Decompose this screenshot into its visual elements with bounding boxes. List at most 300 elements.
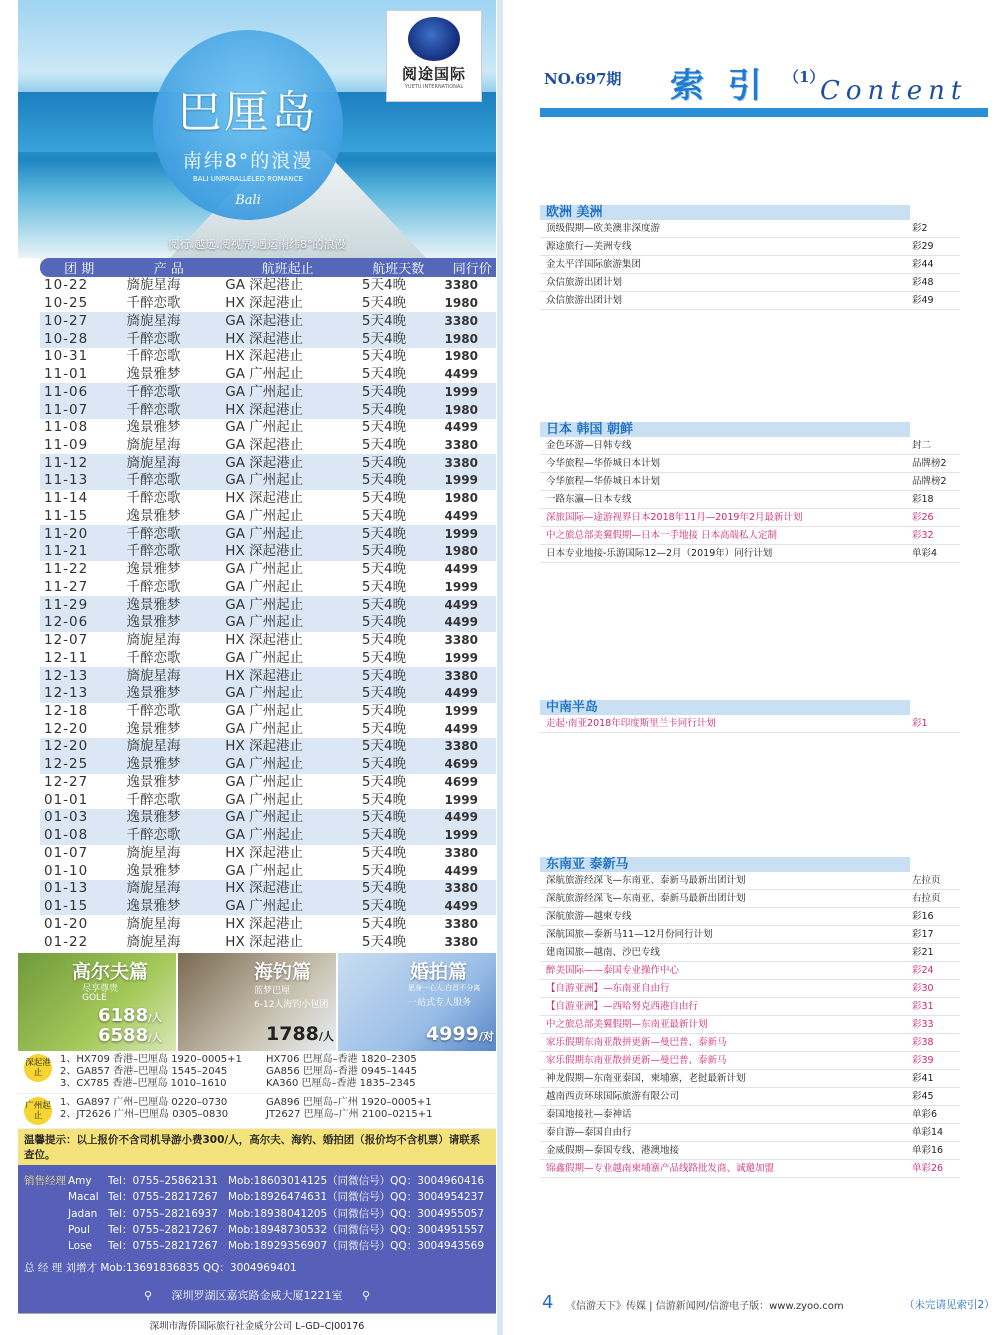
table-cell: 5天4晚 xyxy=(361,490,407,507)
table-cell: 4499 xyxy=(444,508,478,523)
table-cell: 旖旎星海 xyxy=(126,844,181,861)
table-cell: 逸景雅梦 xyxy=(118,756,219,774)
fishing-price: 1788/人 xyxy=(266,1022,334,1045)
table-header-0: 团 期 xyxy=(40,258,118,277)
table-cell: 4699 xyxy=(444,774,478,789)
table-cell: GA 广州起止 xyxy=(225,366,304,383)
table-cell: HX 深起港止 xyxy=(225,490,303,507)
table-cell: 12-06 xyxy=(40,614,118,632)
table-row xyxy=(40,685,496,703)
table-cell: 01-01 xyxy=(44,791,89,808)
table-row xyxy=(40,348,496,366)
page-spine xyxy=(497,0,503,1335)
table-cell: HX 深起港止 xyxy=(225,915,303,932)
departure-group-shenzhen xyxy=(18,1051,496,1094)
entry-page: 右拉页 xyxy=(912,893,941,904)
sales-name: Lose xyxy=(68,1240,93,1253)
table-cell: 4499 xyxy=(444,562,478,577)
entry-title: 深航旅游—越柬专线 xyxy=(546,911,632,922)
index-title: 索 引 xyxy=(670,66,768,106)
bali-banner xyxy=(18,0,496,258)
index-entry xyxy=(540,980,960,998)
table-cell: 逸景雅梦 xyxy=(118,685,219,703)
issue-number: NO.697期 xyxy=(544,70,622,88)
table-cell: 1980 xyxy=(444,349,478,364)
index-entry xyxy=(540,1106,960,1124)
table-cell: 旖旎星海 xyxy=(118,312,219,330)
index-entry xyxy=(540,256,960,274)
table-cell: 千醉恋歌 xyxy=(118,401,219,419)
section-indochina xyxy=(540,700,960,733)
table-cell: 1980 xyxy=(441,330,496,348)
entry-title: 【自游亚洲】—东南亚自由行 xyxy=(546,983,670,994)
table-cell: 4499 xyxy=(441,685,496,703)
table-cell: 5天4晚 xyxy=(356,525,441,543)
table-cell: 5天4晚 xyxy=(356,809,441,827)
table-cell: 4499 xyxy=(441,596,496,614)
logo-emblem-icon xyxy=(408,17,460,61)
flight-line: 2、JT2626 广州–巴厘岛 0305–0830 xyxy=(60,1108,229,1120)
entry-title: 深航旅游经深飞—东南亚、泰新马最新出团计划 xyxy=(546,875,746,886)
golf-sub2: GOLE xyxy=(82,992,107,1003)
entry-title: 家乐假期东南亚散拼更新—曼巴普、泰新马 xyxy=(546,1055,727,1066)
entry-page: 彩39 xyxy=(912,1055,934,1066)
table-cell: 3380 xyxy=(441,880,496,898)
index-title-en: Content xyxy=(820,76,968,106)
entry-page: 彩17 xyxy=(912,929,934,940)
table-cell: 5天4晚 xyxy=(361,702,407,719)
wedding-sub: 思身一心人,白首不分离 xyxy=(408,983,481,992)
table-cell: 5天4晚 xyxy=(356,330,441,348)
entry-page: 单彩4 xyxy=(912,548,938,559)
table-cell: 千醉恋歌 xyxy=(118,383,219,401)
table-cell: 1999 xyxy=(444,792,478,807)
table-row xyxy=(40,667,496,685)
table-cell: 4499 xyxy=(441,898,496,916)
entry-title: 【自游亚洲】—西哈努克西港自由行 xyxy=(546,1001,699,1012)
table-cell: 千醉恋歌 xyxy=(126,295,181,312)
entry-page: 彩48 xyxy=(912,277,934,288)
entry-title: 金色环游—日韩专线 xyxy=(546,440,632,451)
banner-title: 巴厘岛 xyxy=(177,87,319,138)
entry-title: 众信旅游出团计划 xyxy=(546,277,623,288)
index-number: （1） xyxy=(784,68,825,86)
index-entry xyxy=(540,238,960,256)
table-cell: 1999 xyxy=(441,472,496,490)
table-cell: 1980 xyxy=(441,543,496,561)
table-cell: 5天4晚 xyxy=(356,596,441,614)
entry-title: 一路东瀛—日本专线 xyxy=(546,494,632,505)
section-japan-korea xyxy=(540,422,960,563)
table-cell: 5天4晚 xyxy=(361,720,407,737)
index-entry xyxy=(540,715,960,733)
entry-page: 品牌榜2 xyxy=(912,458,947,469)
table-cell: HX 深起港止 xyxy=(225,933,303,950)
wedding-sub2: 一站式专人服务 xyxy=(408,997,472,1008)
flight-departures xyxy=(18,1051,496,1129)
entry-title: 中之旅总部美翼假期—东南亚最新计划 xyxy=(546,1019,708,1030)
table-cell: 4499 xyxy=(444,721,478,736)
index-entry xyxy=(540,437,960,455)
table-cell: 12-18 xyxy=(44,702,89,719)
table-cell: 5天4晚 xyxy=(361,295,407,312)
table-cell: 4499 xyxy=(444,420,478,435)
index-entry xyxy=(540,890,960,908)
table-cell: 1999 xyxy=(441,525,496,543)
departure-badge: 深起港止 xyxy=(24,1054,52,1082)
table-cell: 10-25 xyxy=(44,295,89,312)
index-entry xyxy=(540,1142,960,1160)
sales-mob: Mob:18929356907（同微信号）QQ：3004943569 xyxy=(228,1240,485,1253)
entry-page: 单彩26 xyxy=(912,1163,944,1174)
table-cell: 12-13 xyxy=(40,667,118,685)
wedding-price: 4999/对 xyxy=(426,1022,494,1045)
entry-page: 彩32 xyxy=(912,530,934,541)
table-cell: 逸景雅梦 xyxy=(126,507,181,524)
table-cell: 旖旎星海 xyxy=(118,454,219,472)
tour-schedule-table xyxy=(40,258,496,951)
entry-title: 今华旅程—华侨城日本计划 xyxy=(546,458,661,469)
table-cell: 5天4晚 xyxy=(356,880,441,898)
table-row xyxy=(40,419,496,437)
entry-title: 中之旅总部美翼假期—日本一手地接 日本高端私人定制 xyxy=(546,530,778,541)
table-cell: HX 深起港止 xyxy=(219,738,356,756)
entry-title: 神龙假期—东南亚泰国，柬埔寨，老挝最新计划 xyxy=(546,1073,746,1084)
entry-title: 今华旅程—华侨城日本计划 xyxy=(546,476,661,487)
table-cell: 5天4晚 xyxy=(361,773,407,790)
table-row xyxy=(40,508,496,526)
sales-tel: Tel：0755–28217267 xyxy=(108,1240,218,1253)
table-cell: 1999 xyxy=(444,650,478,665)
entry-page: 单彩14 xyxy=(912,1127,944,1138)
table-cell: HX 深起港止 xyxy=(225,844,303,861)
table-header-1: 产 品 xyxy=(118,258,219,277)
entry-page: 彩1 xyxy=(912,718,928,729)
table-cell: GA 广州起止 xyxy=(219,614,356,632)
table-cell: 5天4晚 xyxy=(361,419,407,436)
table-cell: GA 广州起止 xyxy=(225,702,304,719)
publisher-line: 《信游天下》传媒 | 信游新闻网/信游电子版：www.zyoo.com xyxy=(566,1301,844,1312)
index-page xyxy=(520,0,1000,1335)
table-cell: 12-20 xyxy=(44,720,89,737)
sales-name: Macal xyxy=(68,1191,99,1204)
sales-role xyxy=(24,1222,68,1238)
continued-note: （未完请见索引2） xyxy=(904,1299,995,1311)
sales-contact-row xyxy=(24,1173,490,1189)
sales-mob: Mob:18926474631（同微信号）QQ：3004954237 xyxy=(228,1191,485,1204)
table-row xyxy=(40,827,496,845)
fishing-sub: 蓝梦巴厘 xyxy=(254,985,291,996)
sales-tel: Tel：0755–25862131 xyxy=(108,1174,218,1187)
table-cell: GA 广州起止 xyxy=(219,596,356,614)
index-entry xyxy=(540,1160,960,1178)
entry-page: 彩45 xyxy=(912,1091,934,1102)
sales-name: Poul xyxy=(68,1223,90,1236)
location-pin-icon: ⚲ xyxy=(362,1288,371,1302)
entry-title: 越南西贡环球国际旅游有限公司 xyxy=(546,1091,680,1102)
table-cell: GA 广州起止 xyxy=(225,720,304,737)
entry-title: 源途旅行—美洲专线 xyxy=(546,241,632,252)
table-cell: 10-28 xyxy=(40,330,118,348)
index-entry xyxy=(540,545,960,563)
entry-page: 彩18 xyxy=(912,494,934,505)
table-cell: 5天4晚 xyxy=(361,915,407,932)
entry-page: 彩41 xyxy=(912,1073,934,1084)
table-row xyxy=(40,366,496,384)
table-cell: 01-13 xyxy=(40,880,118,898)
table-cell: 5天4晚 xyxy=(361,933,407,950)
table-row xyxy=(40,649,496,667)
entry-page: 单彩16 xyxy=(912,1145,944,1156)
entry-title: 醉美国际——泰国专业操作中心 xyxy=(546,965,680,976)
table-cell: 11-22 xyxy=(44,561,89,578)
table-cell: 逸景雅梦 xyxy=(126,862,181,879)
yuetu-logo: 阅途国际 YUETU INTERNATIONAL xyxy=(386,10,482,102)
entry-page: 彩44 xyxy=(912,259,934,270)
entry-title: 顶级假期—欧美澳非深度游 xyxy=(546,223,661,234)
table-cell: 3380 xyxy=(444,845,478,860)
sales-contact-row xyxy=(24,1222,490,1238)
table-row xyxy=(40,809,496,827)
sales-tel: Tel：0755–28217267 xyxy=(108,1191,218,1204)
table-cell: GA 广州起止 xyxy=(225,862,304,879)
table-cell: GA 深起港止 xyxy=(225,436,304,453)
table-cell: 5天4晚 xyxy=(361,862,407,879)
entry-title: 日本专业地接-乐游国际12—2月（2019年）同行计划 xyxy=(546,548,773,559)
entry-title: 家乐假期东南亚散拼更新—曼巴普、泰新马 xyxy=(546,1037,727,1048)
table-row xyxy=(40,330,496,348)
table-cell: 12-07 xyxy=(44,632,89,649)
location-pin-icon: ⚲ xyxy=(143,1288,152,1302)
table-cell: 5天4晚 xyxy=(361,578,407,595)
table-cell: 12-20 xyxy=(40,738,118,756)
table-cell: 逸景雅梦 xyxy=(118,596,219,614)
table-cell: 11-21 xyxy=(40,543,118,561)
table-cell: 11-13 xyxy=(40,472,118,490)
table-cell: 1980 xyxy=(444,491,478,506)
table-cell: 千醉恋歌 xyxy=(118,525,219,543)
table-cell: 3380 xyxy=(441,667,496,685)
index-entry xyxy=(540,1088,960,1106)
table-cell: 旖旎星海 xyxy=(118,880,219,898)
table-cell: GA 广州起止 xyxy=(219,827,356,845)
table-cell: HX 深起港止 xyxy=(225,632,303,649)
table-cell: 5天4晚 xyxy=(361,649,407,666)
table-cell: 旖旎星海 xyxy=(126,277,181,294)
entry-page: 彩2 xyxy=(912,223,928,234)
table-row xyxy=(40,454,496,472)
page-number: 4 xyxy=(542,1292,554,1313)
table-cell: 3380 xyxy=(444,934,478,949)
table-cell: 11-07 xyxy=(40,401,118,419)
flight-line: 2、GA857 香港–巴厘岛 1545–2045 xyxy=(60,1065,228,1077)
entry-title: 深航国旅—泰新马11—12月份同行计划 xyxy=(546,929,713,940)
table-cell: HX 深起港止 xyxy=(219,880,356,898)
sales-contact-row xyxy=(24,1206,490,1222)
entry-page: 彩29 xyxy=(912,241,934,252)
table-cell: 逸景雅梦 xyxy=(126,419,181,436)
table-cell: 01-20 xyxy=(44,915,89,932)
table-cell: 4699 xyxy=(441,756,496,774)
table-cell: 1999 xyxy=(441,827,496,845)
table-cell: 10-27 xyxy=(40,312,118,330)
entry-page: 封二 xyxy=(912,440,932,451)
table-cell: 01-08 xyxy=(40,827,118,845)
table-cell: 3380 xyxy=(441,312,496,330)
general-manager: 总 经 理 刘增才 Mob:13691836835 QQ：3004969401 xyxy=(24,1262,297,1275)
index-entry xyxy=(540,509,960,527)
table-cell: GA 广州起止 xyxy=(219,809,356,827)
golf-price-1: 6188/人 xyxy=(98,1004,162,1026)
table-cell: 5天4晚 xyxy=(361,844,407,861)
table-cell: 11-29 xyxy=(40,596,118,614)
table-cell: 11-14 xyxy=(44,490,89,507)
table-cell: 逸景雅梦 xyxy=(118,614,219,632)
table-cell: 01-10 xyxy=(44,862,89,879)
table-row xyxy=(40,738,496,756)
office-address xyxy=(18,1281,496,1313)
table-cell: 01-15 xyxy=(40,898,118,916)
table-cell: 11-20 xyxy=(40,525,118,543)
entry-title: 泰国地接社—泰神话 xyxy=(546,1109,632,1120)
section-southeast-asia xyxy=(540,857,960,1178)
table-cell: HX 深起港止 xyxy=(225,348,303,365)
table-cell: GA 深起港止 xyxy=(219,312,356,330)
table-cell: GA 广州起止 xyxy=(225,773,304,790)
entry-page: 彩16 xyxy=(912,911,934,922)
fishing-promo xyxy=(176,953,338,1051)
table-cell: 12-13 xyxy=(40,685,118,703)
table-cell: 3380 xyxy=(441,738,496,756)
table-cell: 5天4晚 xyxy=(361,791,407,808)
entry-page: 彩33 xyxy=(912,1019,934,1030)
departure-badge: 广州起止 xyxy=(24,1097,52,1125)
table-cell: 11-08 xyxy=(44,419,89,436)
table-row xyxy=(40,578,496,596)
table-cell: 逸景雅梦 xyxy=(126,561,181,578)
table-row xyxy=(40,703,496,721)
table-row xyxy=(40,472,496,490)
table-header-4: 同行价 xyxy=(441,258,496,277)
table-cell: 3380 xyxy=(441,454,496,472)
index-entry xyxy=(540,1070,960,1088)
table-cell: 4499 xyxy=(441,809,496,827)
table-row xyxy=(40,791,496,809)
index-entry xyxy=(540,455,960,473)
golf-promo xyxy=(18,953,176,1051)
price-notice: 温馨提示：以上报价不含司机导游小费300/人，高尔夫、海钓、婚拍团（报价均不含机票）请联系查位。 xyxy=(18,1129,496,1165)
table-cell: 5天4晚 xyxy=(361,277,407,294)
table-cell: 4499 xyxy=(444,863,478,878)
table-cell: 逸景雅梦 xyxy=(126,720,181,737)
table-cell: 1980 xyxy=(444,296,478,311)
table-cell: 千醉恋歌 xyxy=(126,490,181,507)
banner-title-circle xyxy=(153,30,343,220)
table-cell: 3380 xyxy=(444,916,478,931)
index-entry xyxy=(540,1034,960,1052)
table-cell: 5天4晚 xyxy=(361,348,407,365)
table-cell: 5天4晚 xyxy=(361,507,407,524)
entry-page: 品牌榜2 xyxy=(912,476,947,487)
table-cell: HX 深起港止 xyxy=(219,667,356,685)
flight-line: KA360 巴厘岛–香港 1835–2345 xyxy=(266,1077,416,1089)
table-cell: 5天4晚 xyxy=(356,383,441,401)
sales-contacts xyxy=(18,1165,496,1281)
table-cell: 12-25 xyxy=(40,756,118,774)
table-cell: 逸景雅梦 xyxy=(118,898,219,916)
sales-name: Amy xyxy=(68,1174,92,1187)
table-cell: 千醉恋歌 xyxy=(126,348,181,365)
table-cell: 逸景雅梦 xyxy=(126,773,181,790)
table-row xyxy=(40,933,496,951)
table-row xyxy=(40,898,496,916)
flight-line: 1、GA897 广州–巴厘岛 0220–0730 xyxy=(60,1096,228,1108)
table-row xyxy=(40,614,496,632)
table-cell: 5天4晚 xyxy=(361,632,407,649)
table-cell: 5天4晚 xyxy=(356,543,441,561)
sales-role xyxy=(24,1189,68,1205)
table-header-2: 航班起止 xyxy=(219,258,356,277)
sales-tel: Tel：0755–28217267 xyxy=(108,1223,218,1236)
table-cell: GA 广州起止 xyxy=(225,419,304,436)
index-entry xyxy=(540,962,960,980)
index-entry xyxy=(540,926,960,944)
table-row xyxy=(40,525,496,543)
entry-title: 锦鑫假期—专业越南柬埔寨产品线路批发商、诚邀加盟 xyxy=(546,1163,775,1174)
table-cell: 5天4晚 xyxy=(356,454,441,472)
table-row xyxy=(40,756,496,774)
table-cell: 4499 xyxy=(441,614,496,632)
entry-title: 深旅国际—途游视界日本2018年11月—2019年2月最新计划 xyxy=(546,512,803,523)
table-cell: 5天4晚 xyxy=(356,614,441,632)
sales-mob: Mob:18948730532（同微信号）QQ：3004951557 xyxy=(228,1223,485,1236)
entry-title: 金太平洋国际旅游集团 xyxy=(546,259,642,270)
table-cell: 5天4晚 xyxy=(356,312,441,330)
table-cell: HX 深起港止 xyxy=(219,330,356,348)
table-cell: 10-31 xyxy=(44,348,89,365)
table-cell: 3380 xyxy=(444,633,478,648)
table-cell: 12-11 xyxy=(44,649,89,666)
index-entry xyxy=(540,1016,960,1034)
table-cell: GA 广州起止 xyxy=(219,383,356,401)
table-cell: 旖旎星海 xyxy=(126,915,181,932)
table-row xyxy=(40,632,496,650)
table-cell: 千醉恋歌 xyxy=(118,543,219,561)
table-cell: GA 广州起止 xyxy=(225,578,304,595)
table-row xyxy=(40,437,496,455)
table-cell: 5天4晚 xyxy=(356,898,441,916)
table-row xyxy=(40,561,496,579)
sales-contact-row xyxy=(24,1189,490,1205)
fishing-sub2: 6-12人海钓小包团 xyxy=(254,999,329,1010)
section-heading: 日本 韩国 朝鲜 xyxy=(540,422,910,437)
sales-contact-row xyxy=(24,1238,490,1254)
table-row xyxy=(40,862,496,880)
sales-role xyxy=(24,1238,68,1254)
advertisement-panel xyxy=(18,0,496,1330)
table-header-row xyxy=(40,258,496,277)
table-row xyxy=(40,543,496,561)
table-cell: 3380 xyxy=(444,437,478,452)
section-heading: 欧洲 美洲 xyxy=(540,205,910,220)
table-cell: 旖旎星海 xyxy=(126,933,181,950)
table-cell: 11-12 xyxy=(40,454,118,472)
sales-tel: Tel：0755–28216937 xyxy=(108,1207,218,1220)
table-cell: 5天4晚 xyxy=(356,685,441,703)
table-cell: 5天4晚 xyxy=(356,756,441,774)
golf-title: 高尔夫篇 xyxy=(72,960,149,983)
banner-subtitle-en: BALI UNPARALLELED ROMANCE xyxy=(193,175,303,183)
